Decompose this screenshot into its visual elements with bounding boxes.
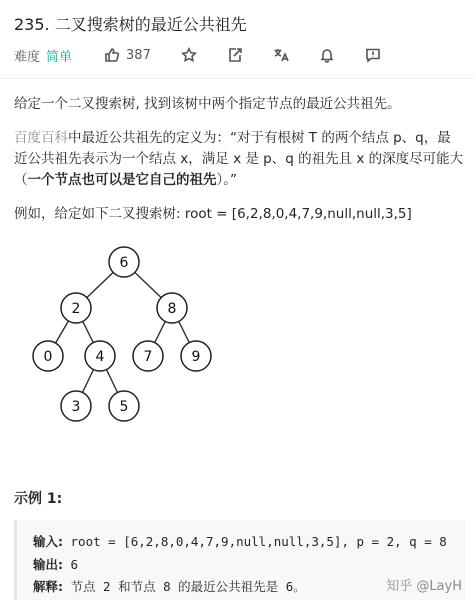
translate-icon bbox=[273, 47, 289, 63]
difficulty-badge: 简单 bbox=[46, 49, 73, 65]
tree-node bbox=[85, 341, 115, 371]
feedback-button[interactable] bbox=[365, 47, 381, 63]
tree-node bbox=[61, 293, 91, 323]
favorite-button[interactable] bbox=[181, 47, 197, 63]
zhihu-watermark: 知乎 @LayH bbox=[386, 579, 462, 594]
example-output-line bbox=[33, 555, 78, 573]
input-label: 输入: bbox=[33, 534, 63, 549]
output-label: 输出: bbox=[33, 557, 63, 572]
baike-link[interactable]: 百度百科 bbox=[14, 130, 68, 146]
description-paragraph-2 bbox=[14, 128, 464, 191]
problem-toolbar bbox=[14, 44, 460, 66]
difficulty-label: 难度 bbox=[14, 49, 41, 65]
header-divider bbox=[0, 78, 474, 79]
tree-node-label: 6 bbox=[119, 255, 129, 271]
tree-node-label: 2 bbox=[71, 301, 81, 317]
tree-node-label: 5 bbox=[119, 399, 129, 415]
tree-node-label: 7 bbox=[143, 349, 153, 365]
description-paragraph-3: 例如，给定如下二叉搜索树: root = [6,2,8,0,4,7,9,null,null,3,5] bbox=[14, 206, 412, 222]
definition-text: 中最近公共祖先的定义为：“对于有根树 T 的两个结点 p、q，最近公共祖先表示为一个结点 x，满足 x 是 p、q 的祖先且 x 的深度尽可能大（ bbox=[14, 130, 464, 188]
feedback-icon bbox=[365, 47, 381, 63]
tree-node bbox=[109, 391, 139, 421]
page-title: 235. 二叉搜索树的最近公共祖先 bbox=[14, 15, 247, 34]
tree-node bbox=[157, 293, 187, 323]
star-icon bbox=[181, 47, 197, 63]
explain-value: 节点 2 和节点 8 的最近公共祖先是 6。 bbox=[63, 579, 306, 594]
tree-node-label: 0 bbox=[43, 349, 53, 365]
like-count: 387 bbox=[126, 47, 151, 63]
definition-bold-text: 一个节点也可以是它自己的祖先 bbox=[27, 172, 217, 188]
tree-node bbox=[33, 341, 63, 371]
output-value: 6 bbox=[63, 557, 79, 572]
bell-icon bbox=[319, 47, 335, 63]
tree-node-label: 8 bbox=[167, 301, 177, 317]
input-value: root = [6,2,8,0,4,7,9,null,null,3,5], p = 2, q = 8 bbox=[63, 534, 447, 549]
description-paragraph-1: 给定一个二叉搜索树, 找到该树中两个指定节点的最近公共祖先。 bbox=[14, 96, 401, 112]
thumbs-up-icon bbox=[104, 47, 120, 63]
tree-node bbox=[133, 341, 163, 371]
subscribe-button[interactable] bbox=[319, 47, 335, 63]
tree-node bbox=[181, 341, 211, 371]
translate-button[interactable] bbox=[273, 47, 289, 63]
example-title: 示例 1: bbox=[14, 491, 63, 507]
tree-node-label: 3 bbox=[71, 399, 81, 415]
tree-node bbox=[109, 247, 139, 277]
share-button[interactable] bbox=[227, 47, 243, 63]
definition-text-end: ）。” bbox=[216, 172, 237, 188]
tree-node bbox=[61, 391, 91, 421]
share-icon bbox=[227, 47, 243, 63]
bst-diagram bbox=[20, 236, 240, 426]
tree-node-label: 9 bbox=[191, 349, 201, 365]
like-button[interactable] bbox=[104, 47, 151, 63]
example-explain-line bbox=[33, 577, 306, 595]
tree-node-label: 4 bbox=[95, 349, 105, 365]
explain-label: 解释: bbox=[33, 579, 63, 594]
example-input-line bbox=[33, 532, 447, 550]
